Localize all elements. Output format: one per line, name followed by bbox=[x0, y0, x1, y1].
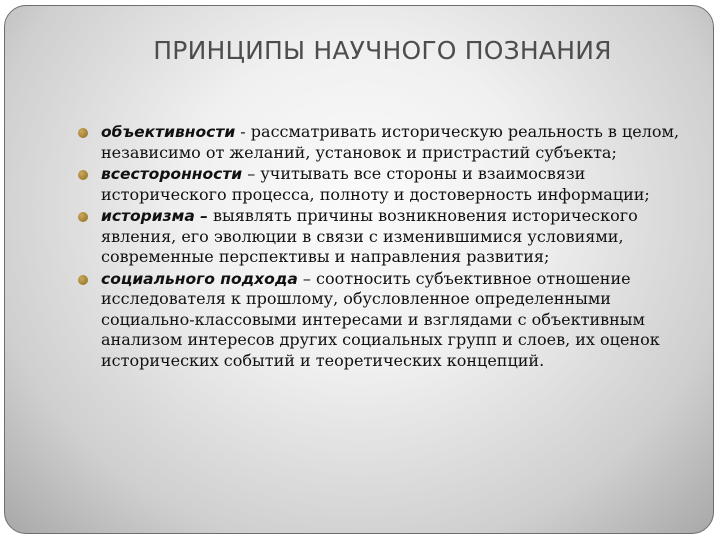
list-item bbox=[101, 269, 701, 372]
principle-term: всесторонности bbox=[101, 165, 243, 183]
principle-separator: - bbox=[235, 122, 251, 141]
list-item bbox=[101, 164, 701, 205]
bullet-icon bbox=[78, 212, 88, 222]
principle-term: социального подхода bbox=[101, 269, 298, 288]
list-item bbox=[101, 122, 701, 163]
bullet-icon bbox=[78, 128, 88, 138]
principle-separator: – bbox=[297, 268, 316, 288]
principle-separator: – bbox=[242, 164, 261, 183]
principle-description: рассматривать историческую реальность в целом, независимо от желаний, установок и пристрастий субъекта; bbox=[101, 122, 680, 162]
bullet-icon bbox=[78, 170, 88, 180]
slide-title: ПРИНЦИПЫ НАУЧНОГО ПОЗНАНИЯ bbox=[153, 36, 612, 65]
principle-description: выявлять причины возникновения исторического явления, его эволюции в связи с изменившимися условиями, современные перспективы и направления развития; bbox=[101, 206, 638, 266]
principle-term: объективности bbox=[101, 123, 236, 141]
principle-term: историзма – bbox=[101, 207, 208, 225]
principle-description: учитывать все стороны и взаимосвязи исторического процесса, полноту и достоверность информации; bbox=[101, 164, 650, 204]
list-item bbox=[101, 206, 701, 268]
principle-description: соотносить субъективное отношение исследователя к прошлому, обусловленное определенными социально-классовыми интересами и взглядами с объективным анализом интересов других социальных групп и слоев, их оценок исторических событий и теоретических концепций. bbox=[101, 268, 660, 370]
principles-list bbox=[101, 122, 701, 372]
bullet-icon bbox=[78, 275, 88, 285]
slide bbox=[4, 5, 714, 534]
